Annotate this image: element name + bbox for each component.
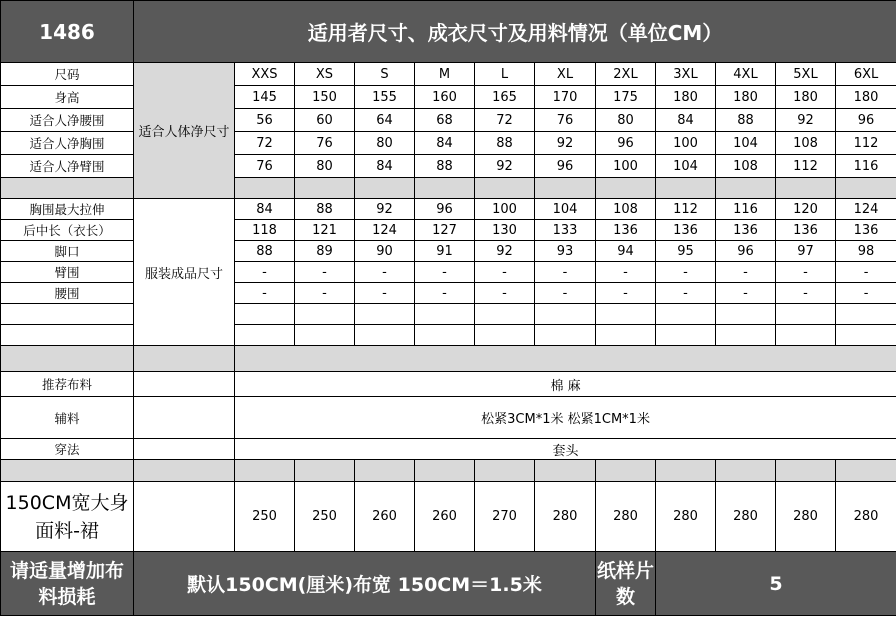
value-cell: 96 <box>535 155 596 178</box>
size-row-label: 尺码 <box>1 63 134 86</box>
usage-cell: 280 <box>596 482 656 552</box>
empty-cell <box>535 304 596 325</box>
value-cell: - <box>235 262 295 283</box>
spacer-cell <box>1 178 134 199</box>
fabric-usage-label: 150CM宽大身面料-裙 <box>1 482 134 552</box>
usage-cell: 280 <box>836 482 896 552</box>
row-label: 身高 <box>1 86 134 109</box>
empty-cell <box>716 325 776 346</box>
value-cell: 136 <box>596 220 656 241</box>
empty-cell <box>716 304 776 325</box>
empty-cell <box>134 397 235 439</box>
value-cell: 136 <box>656 220 716 241</box>
value-cell: 84 <box>656 109 716 132</box>
value-cell: 104 <box>535 199 596 220</box>
value-cell: 72 <box>475 109 535 132</box>
value-cell: 84 <box>235 199 295 220</box>
table-row <box>1 439 896 460</box>
empty-cell <box>1 304 134 325</box>
value-cell: 80 <box>355 132 415 155</box>
value-cell: 155 <box>355 86 415 109</box>
value-cell: 94 <box>596 241 656 262</box>
value-cell: 56 <box>235 109 295 132</box>
value-cell: 100 <box>596 155 656 178</box>
size-header: XS <box>295 63 355 86</box>
value-cell: 76 <box>295 132 355 155</box>
pattern-pieces-label: 纸样片数 <box>596 552 656 616</box>
value-cell: 76 <box>535 109 596 132</box>
usage-cell: 250 <box>295 482 355 552</box>
value-cell: 88 <box>475 132 535 155</box>
value-cell: 92 <box>535 132 596 155</box>
value-cell: 160 <box>415 86 475 109</box>
usage-cell: 270 <box>475 482 535 552</box>
value-cell: 108 <box>716 155 776 178</box>
value-cell: 121 <box>295 220 355 241</box>
spacer-cell <box>596 178 656 199</box>
spacer-cell <box>415 460 475 482</box>
value-cell: - <box>836 283 896 304</box>
value-cell: 91 <box>415 241 475 262</box>
page-title: 适用者尺寸、成衣尺寸及用料情况（单位CM） <box>134 1 896 63</box>
spacer-cell <box>836 178 896 199</box>
empty-cell <box>836 325 896 346</box>
value-cell: - <box>656 283 716 304</box>
value-cell: - <box>776 283 836 304</box>
value-cell: 124 <box>836 199 896 220</box>
spacer-cell <box>235 178 295 199</box>
value-cell: 97 <box>776 241 836 262</box>
value-cell: 133 <box>535 220 596 241</box>
value-cell: - <box>475 283 535 304</box>
value-cell: 100 <box>475 199 535 220</box>
wear-value: 套头 <box>235 439 896 460</box>
value-cell: 60 <box>295 109 355 132</box>
pattern-pieces-count: 5 <box>656 552 896 616</box>
value-cell: 116 <box>716 199 776 220</box>
size-header: M <box>415 63 475 86</box>
value-cell: 145 <box>235 86 295 109</box>
value-cell: 88 <box>415 155 475 178</box>
row-label: 适合人净腰围 <box>1 109 134 132</box>
value-cell: 127 <box>415 220 475 241</box>
value-cell: - <box>656 262 716 283</box>
spacer-cell <box>776 178 836 199</box>
table-row <box>1 199 896 220</box>
garment-group-label: 服装成品尺寸 <box>134 199 235 346</box>
empty-cell <box>134 439 235 460</box>
footer-fabric-width: 默认150CM(厘米)布宽 150CM＝1.5米 <box>134 552 596 616</box>
empty-cell <box>355 325 415 346</box>
empty-cell <box>836 304 896 325</box>
row-label: 适合人净臂围 <box>1 155 134 178</box>
value-cell: 68 <box>415 109 475 132</box>
value-cell: 88 <box>716 109 776 132</box>
value-cell: - <box>295 262 355 283</box>
value-cell: - <box>415 283 475 304</box>
value-cell: - <box>535 283 596 304</box>
spacer-cell <box>656 460 716 482</box>
empty-cell <box>776 325 836 346</box>
value-cell: - <box>716 262 776 283</box>
value-cell: 108 <box>596 199 656 220</box>
value-cell: - <box>415 262 475 283</box>
row-label: 适合人净胸围 <box>1 132 134 155</box>
body-group-label: 适合人体净尺寸 <box>134 63 235 199</box>
empty-cell <box>355 304 415 325</box>
value-cell: 92 <box>355 199 415 220</box>
empty-cell <box>776 304 836 325</box>
value-cell: 92 <box>475 241 535 262</box>
spacer-cell <box>596 460 656 482</box>
spacer-cell <box>355 460 415 482</box>
value-cell: 136 <box>776 220 836 241</box>
spacer-cell <box>1 460 134 482</box>
spacer-cell <box>776 460 836 482</box>
size-header: 6XL <box>836 63 896 86</box>
spacer-cell <box>836 460 896 482</box>
empty-cell <box>1 325 134 346</box>
row-label: 臂围 <box>1 262 134 283</box>
spacer-cell <box>475 178 535 199</box>
value-cell: 104 <box>656 155 716 178</box>
value-cell: 180 <box>716 86 776 109</box>
value-cell: 124 <box>355 220 415 241</box>
value-cell: 84 <box>415 132 475 155</box>
value-cell: 80 <box>295 155 355 178</box>
value-cell: 120 <box>776 199 836 220</box>
value-cell: 90 <box>355 241 415 262</box>
value-cell: - <box>355 262 415 283</box>
spacer-cell <box>1 346 134 372</box>
value-cell: - <box>355 283 415 304</box>
usage-cell: 280 <box>776 482 836 552</box>
spacer-cell <box>475 460 535 482</box>
usage-cell: 280 <box>656 482 716 552</box>
empty-cell <box>134 482 235 552</box>
aux-label: 辅料 <box>1 397 134 439</box>
value-cell: - <box>716 283 776 304</box>
table-row <box>1 372 896 397</box>
value-cell: 118 <box>235 220 295 241</box>
value-cell: 180 <box>836 86 896 109</box>
aux-value: 松紧3CM*1米 松紧1CM*1米 <box>235 397 896 439</box>
value-cell: 100 <box>656 132 716 155</box>
empty-cell <box>134 372 235 397</box>
size-header: 3XL <box>656 63 716 86</box>
value-cell: 112 <box>776 155 836 178</box>
value-cell: 93 <box>535 241 596 262</box>
size-header: XXS <box>235 63 295 86</box>
table-row <box>1 482 896 552</box>
value-cell: 175 <box>596 86 656 109</box>
value-cell: 165 <box>475 86 535 109</box>
table-row <box>1 552 896 616</box>
empty-cell <box>295 325 355 346</box>
spacer-cell <box>355 178 415 199</box>
empty-cell <box>596 325 656 346</box>
value-cell: 96 <box>716 241 776 262</box>
value-cell: 76 <box>235 155 295 178</box>
value-cell: 112 <box>656 199 716 220</box>
value-cell: - <box>475 262 535 283</box>
value-cell: - <box>596 262 656 283</box>
value-cell: 88 <box>235 241 295 262</box>
empty-cell <box>235 304 295 325</box>
empty-cell <box>656 325 716 346</box>
spacer-cell <box>235 460 295 482</box>
footer-note: 请适量增加布料损耗 <box>1 552 134 616</box>
wear-label: 穿法 <box>1 439 134 460</box>
value-cell: - <box>596 283 656 304</box>
empty-cell <box>295 304 355 325</box>
spacer-cell <box>295 178 355 199</box>
value-cell: 180 <box>656 86 716 109</box>
value-cell: 96 <box>415 199 475 220</box>
value-cell: - <box>535 262 596 283</box>
empty-cell <box>415 325 475 346</box>
spacer-cell <box>235 346 896 372</box>
value-cell: 104 <box>716 132 776 155</box>
value-cell: - <box>235 283 295 304</box>
value-cell: 88 <box>295 199 355 220</box>
value-cell: 170 <box>535 86 596 109</box>
value-cell: 64 <box>355 109 415 132</box>
empty-cell <box>475 304 535 325</box>
spacer-cell <box>656 178 716 199</box>
spacer-cell <box>535 178 596 199</box>
row-label: 腰围 <box>1 283 134 304</box>
usage-cell: 260 <box>355 482 415 552</box>
value-cell: 130 <box>475 220 535 241</box>
table-row <box>1 346 896 372</box>
value-cell: 80 <box>596 109 656 132</box>
fabric-value: 棉 麻 <box>235 372 896 397</box>
value-cell: 96 <box>596 132 656 155</box>
spacer-cell <box>716 460 776 482</box>
value-cell: 84 <box>355 155 415 178</box>
value-cell: 89 <box>295 241 355 262</box>
value-cell: 92 <box>776 109 836 132</box>
size-header: S <box>355 63 415 86</box>
value-cell: 98 <box>836 241 896 262</box>
value-cell: 116 <box>836 155 896 178</box>
value-cell: 96 <box>836 109 896 132</box>
spacer-cell <box>716 178 776 199</box>
empty-cell <box>535 325 596 346</box>
spacer-cell <box>535 460 596 482</box>
value-cell: - <box>836 262 896 283</box>
usage-cell: 260 <box>415 482 475 552</box>
spacer-cell <box>134 460 235 482</box>
value-cell: - <box>776 262 836 283</box>
value-cell: 108 <box>776 132 836 155</box>
empty-cell <box>475 325 535 346</box>
spacer-cell <box>415 178 475 199</box>
empty-cell <box>415 304 475 325</box>
spacer-cell <box>295 460 355 482</box>
size-header: 4XL <box>716 63 776 86</box>
size-header: 2XL <box>596 63 656 86</box>
row-label: 脚口 <box>1 241 134 262</box>
size-header: XL <box>535 63 596 86</box>
empty-cell <box>596 304 656 325</box>
spacer-cell <box>134 346 235 372</box>
value-cell: 136 <box>836 220 896 241</box>
size-header: 5XL <box>776 63 836 86</box>
value-cell: 150 <box>295 86 355 109</box>
size-header: L <box>475 63 535 86</box>
usage-cell: 250 <box>235 482 295 552</box>
value-cell: - <box>295 283 355 304</box>
empty-cell <box>235 325 295 346</box>
usage-cell: 280 <box>716 482 776 552</box>
value-cell: 136 <box>716 220 776 241</box>
value-cell: 112 <box>836 132 896 155</box>
fabric-label: 推荐布料 <box>1 372 134 397</box>
style-code: 1486 <box>1 1 134 63</box>
row-label: 胸围最大拉伸 <box>1 199 134 220</box>
value-cell: 72 <box>235 132 295 155</box>
value-cell: 95 <box>656 241 716 262</box>
empty-cell <box>656 304 716 325</box>
table-row <box>1 397 896 439</box>
usage-cell: 280 <box>535 482 596 552</box>
value-cell: 180 <box>776 86 836 109</box>
row-label: 后中长（衣长） <box>1 220 134 241</box>
table-row <box>1 63 896 86</box>
table-row <box>1 460 896 482</box>
value-cell: 92 <box>475 155 535 178</box>
